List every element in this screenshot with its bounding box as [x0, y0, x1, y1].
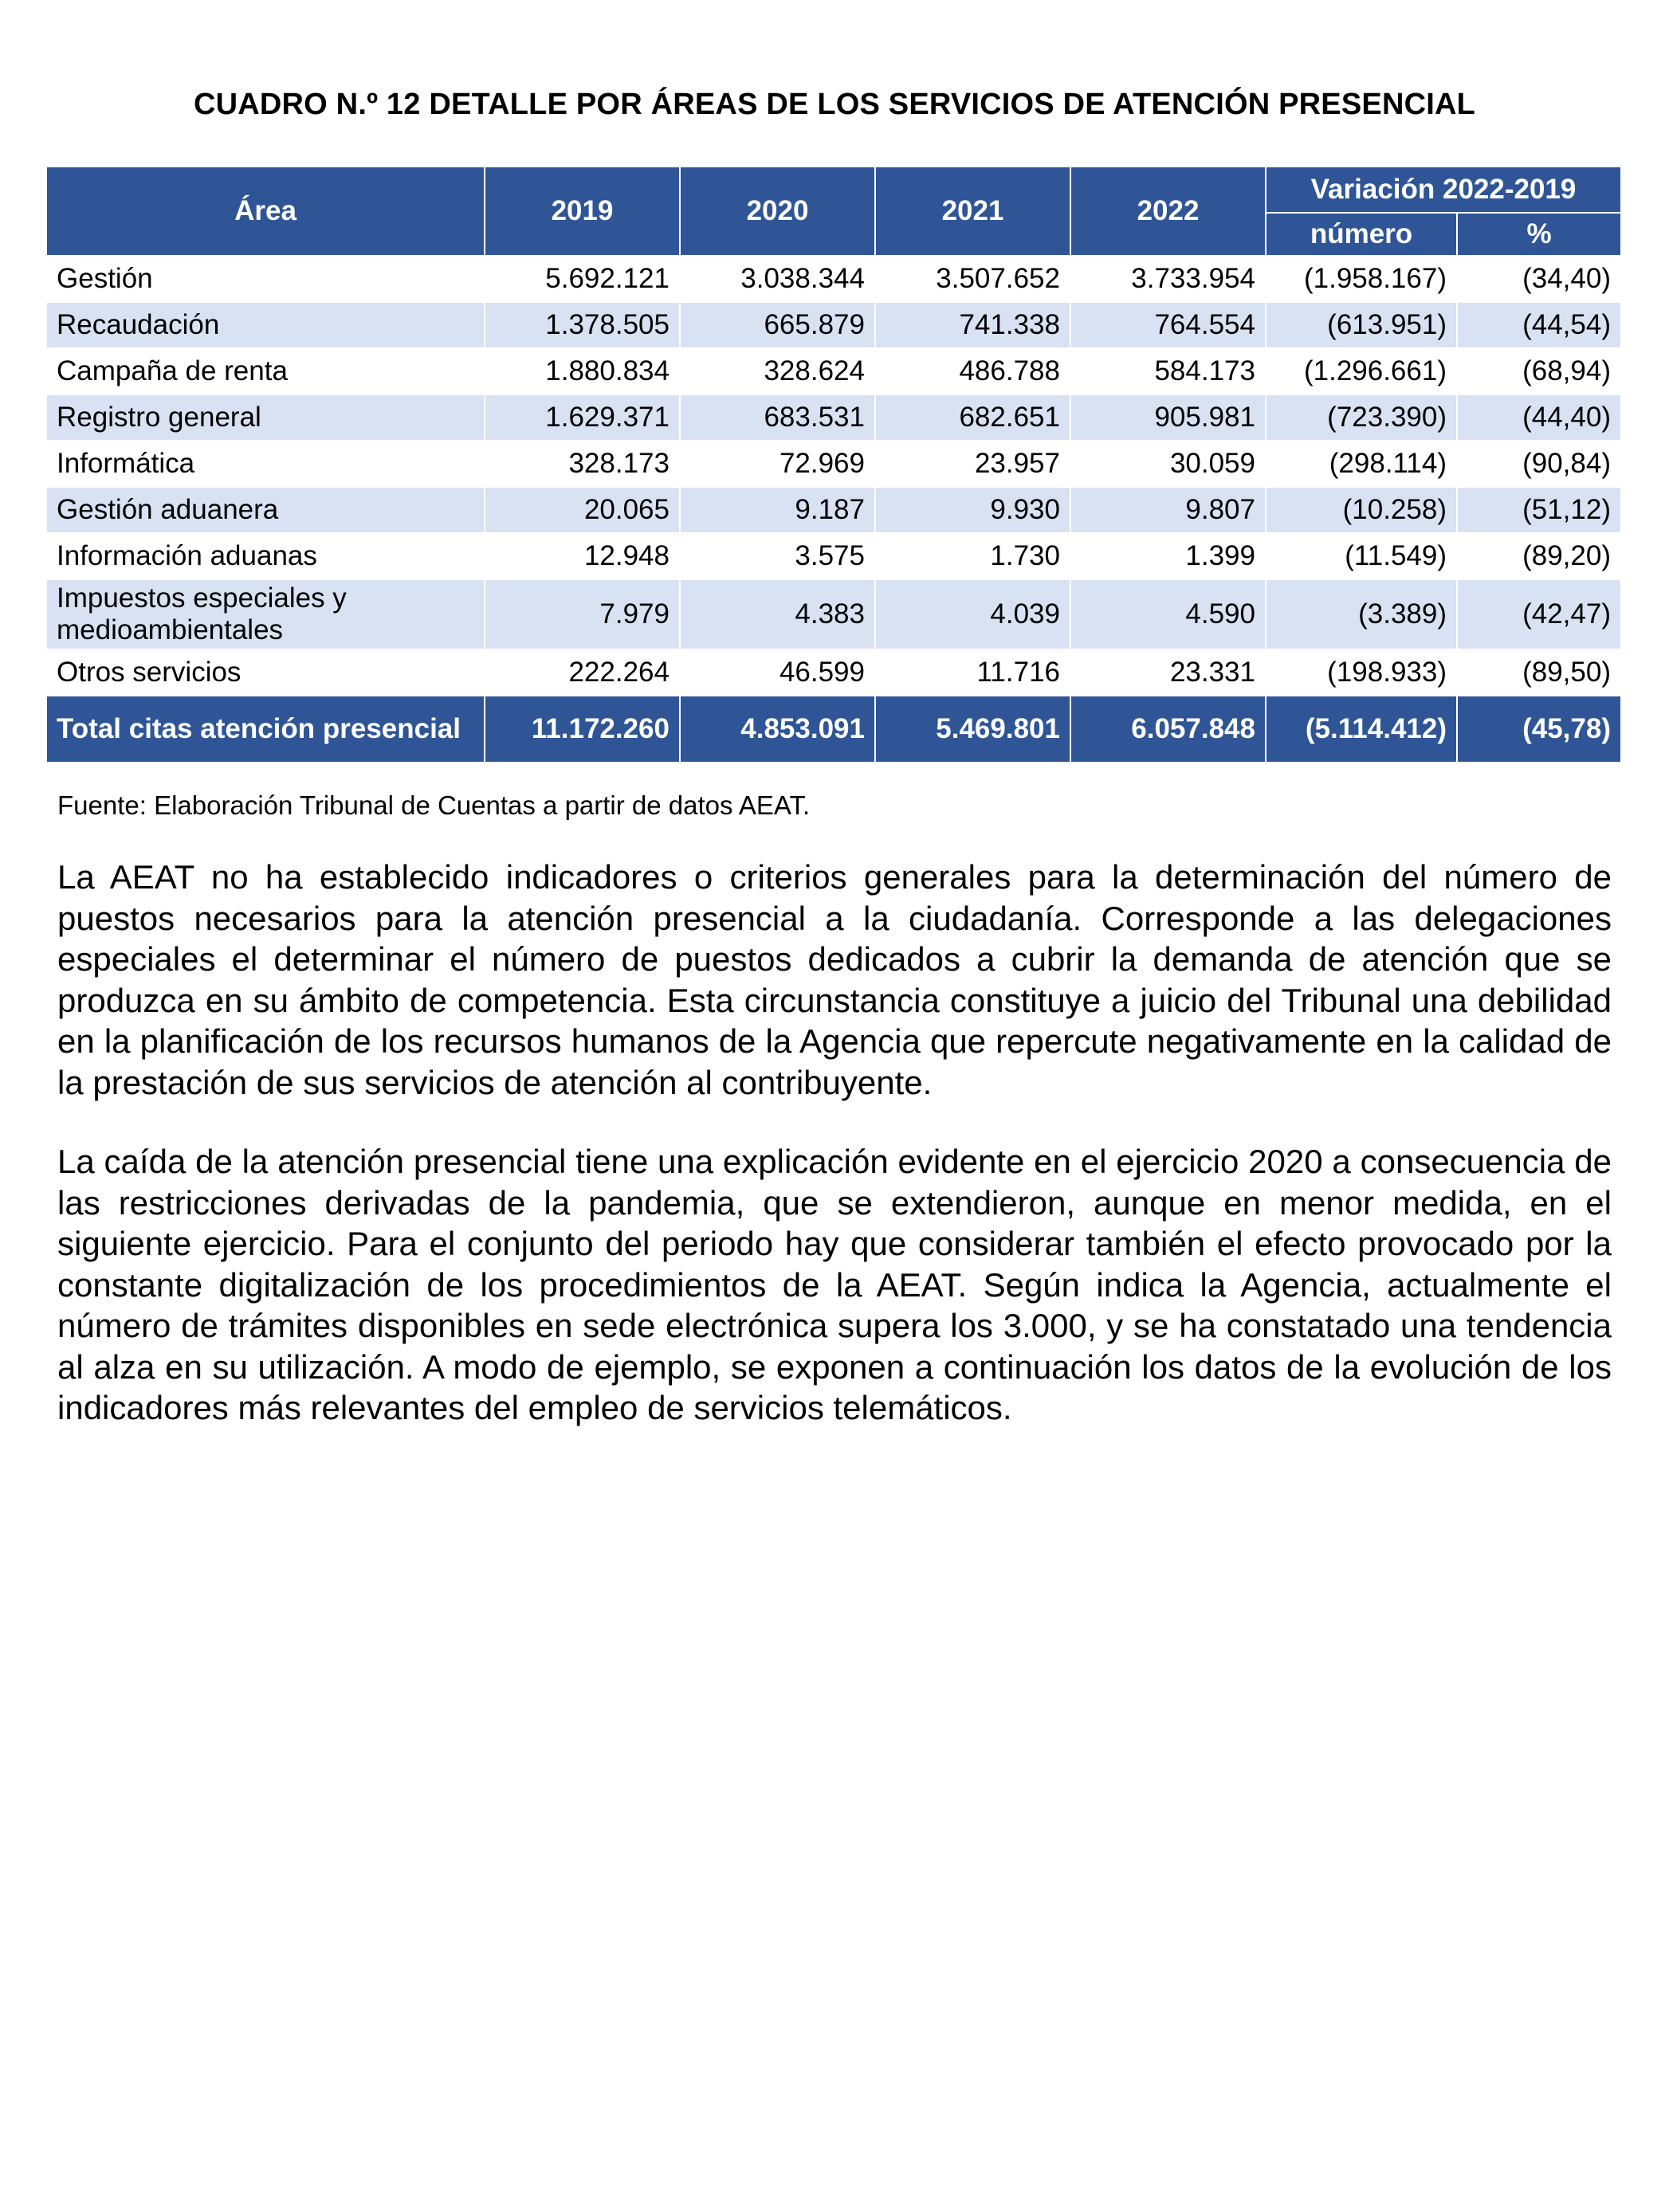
cell-v2019: 1.378.505	[485, 302, 680, 348]
cell-v2022: 6.057.848	[1070, 696, 1266, 763]
header-2020: 2020	[680, 167, 875, 256]
cell-v2020: 4.853.091	[680, 696, 875, 763]
header-2021: 2021	[875, 167, 1070, 256]
header-2019: 2019	[485, 167, 680, 256]
cell-pct: (42,47)	[1457, 579, 1621, 649]
table-row	[46, 441, 1621, 487]
data-table	[45, 166, 1622, 763]
cell-num: (1.958.167)	[1266, 256, 1457, 302]
cell-pct: (68,94)	[1457, 348, 1621, 394]
table-total-row	[46, 696, 1621, 763]
cell-area: Impuestos especiales y medioambientales	[46, 579, 485, 649]
cell-pct: (51,12)	[1457, 487, 1621, 533]
cell-pct: (89,20)	[1457, 533, 1621, 579]
table-row	[46, 533, 1621, 579]
table-title: CUADRO N.º 12 DETALLE POR ÁREAS DE LOS SERVICIOS DE ATENCIÓN PRESENCIAL	[193, 88, 1476, 121]
cell-v2021: 3.507.652	[875, 256, 1070, 302]
cell-area: Otros servicios	[46, 649, 485, 696]
header-area: Área	[46, 167, 485, 256]
cell-v2019: 1.880.834	[485, 348, 680, 394]
cell-num: (1.296.661)	[1266, 348, 1457, 394]
cell-v2020: 4.383	[680, 579, 875, 649]
cell-v2022: 23.331	[1070, 649, 1266, 696]
cell-v2020: 328.624	[680, 348, 875, 394]
cell-v2022: 764.554	[1070, 302, 1266, 348]
cell-v2019: 7.979	[485, 579, 680, 649]
cell-v2021: 741.338	[875, 302, 1070, 348]
cell-v2020: 683.531	[680, 394, 875, 441]
cell-v2022: 4.590	[1070, 579, 1266, 649]
cell-area: Recaudación	[46, 302, 485, 348]
cell-num: (298.114)	[1266, 441, 1457, 487]
cell-v2021: 9.930	[875, 487, 1070, 533]
cell-v2021: 11.716	[875, 649, 1070, 696]
cell-num: (3.389)	[1266, 579, 1457, 649]
cell-area: Campaña de renta	[46, 348, 485, 394]
cell-v2022: 905.981	[1070, 394, 1266, 441]
header-variation: Variación 2022-2019	[1266, 167, 1621, 213]
cell-area: Información aduanas	[46, 533, 485, 579]
cell-num: (5.114.412)	[1266, 696, 1457, 763]
cell-v2019: 1.629.371	[485, 394, 680, 441]
cell-num: (613.951)	[1266, 302, 1457, 348]
table-row	[46, 649, 1621, 696]
header-number: número	[1266, 213, 1457, 256]
cell-v2021: 5.469.801	[875, 696, 1070, 763]
cell-area: Gestión	[46, 256, 485, 302]
cell-v2021: 682.651	[875, 394, 1070, 441]
cell-v2020: 665.879	[680, 302, 875, 348]
table-row	[46, 256, 1621, 302]
cell-area: Informática	[46, 441, 485, 487]
cell-pct: (89,50)	[1457, 649, 1621, 696]
cell-v2021: 23.957	[875, 441, 1070, 487]
cell-num: (723.390)	[1266, 394, 1457, 441]
table-row	[46, 394, 1621, 441]
cell-num: (198.933)	[1266, 649, 1457, 696]
cell-area: Registro general	[46, 394, 485, 441]
table-body	[46, 256, 1621, 763]
cell-v2022: 3.733.954	[1070, 256, 1266, 302]
cell-v2019: 20.065	[485, 487, 680, 533]
body-paragraph-2: La caída de la atención presencial tiene una explicación evidente en el ejercicio 2020 a consecuencia de las restricciones derivadas de la pandemia, que se extendieron, aunque en menor medida, en el siguiente ejercicio. Para el conjunto del periodo hay que considerar también el efecto provocado por la constante digitalización de los procedimientos de la AEAT. Según indica la Agencia, actualmente el número de trámites disponibles en sede electrónica supera los 3.000, y se ha constatado una tendencia al alza en su utilización. A modo de ejemplo, se exponen a continuación los datos de la evolución de los indicadores más relevantes del empleo de servicios telemáticos.	[57, 1143, 1612, 1426]
header-percent: %	[1457, 213, 1621, 256]
table-header	[46, 167, 1621, 256]
cell-pct: (45,78)	[1457, 696, 1621, 763]
cell-v2019: 328.173	[485, 441, 680, 487]
cell-v2020: 3.575	[680, 533, 875, 579]
cell-v2022: 584.173	[1070, 348, 1266, 394]
cell-num: (10.258)	[1266, 487, 1457, 533]
cell-v2019: 11.172.260	[485, 696, 680, 763]
body-paragraph-1: La AEAT no ha establecido indicadores o criterios generales para la determinación del número de puestos necesarios para la atención presencial a la ciudadanía. Corresponde a las delegaciones especiales el determinar el número de puestos dedicados a cubrir la demanda de atención que se produzca en su ámbito de competencia. Esta circunstancia constituye a juicio del Tribunal una debilidad en la planificación de los recursos humanos de la Agencia que repercute negativamente en la calidad de la prestación de sus servicios de atención al contribuyente.	[57, 858, 1612, 1101]
cell-v2022: 1.399	[1070, 533, 1266, 579]
table-row	[46, 302, 1621, 348]
cell-pct: (34,40)	[1457, 256, 1621, 302]
header-2022: 2022	[1070, 167, 1266, 256]
cell-v2019: 5.692.121	[485, 256, 680, 302]
table-row	[46, 579, 1621, 649]
cell-pct: (44,40)	[1457, 394, 1621, 441]
cell-v2020: 3.038.344	[680, 256, 875, 302]
cell-v2021: 4.039	[875, 579, 1070, 649]
cell-v2022: 30.059	[1070, 441, 1266, 487]
cell-v2021: 1.730	[875, 533, 1070, 579]
cell-area: Total citas atención presencial	[46, 696, 485, 763]
source-note: Fuente: Elaboración Tribunal de Cuentas a partir de datos AEAT.	[57, 790, 811, 820]
cell-v2020: 72.969	[680, 441, 875, 487]
cell-v2021: 486.788	[875, 348, 1070, 394]
cell-pct: (44,54)	[1457, 302, 1621, 348]
cell-v2020: 9.187	[680, 487, 875, 533]
table-row	[46, 348, 1621, 394]
cell-v2022: 9.807	[1070, 487, 1266, 533]
cell-num: (11.549)	[1266, 533, 1457, 579]
table-row	[46, 487, 1621, 533]
cell-v2020: 46.599	[680, 649, 875, 696]
cell-v2019: 222.264	[485, 649, 680, 696]
cell-pct: (90,84)	[1457, 441, 1621, 487]
cell-v2019: 12.948	[485, 533, 680, 579]
cell-area: Gestión aduanera	[46, 487, 485, 533]
